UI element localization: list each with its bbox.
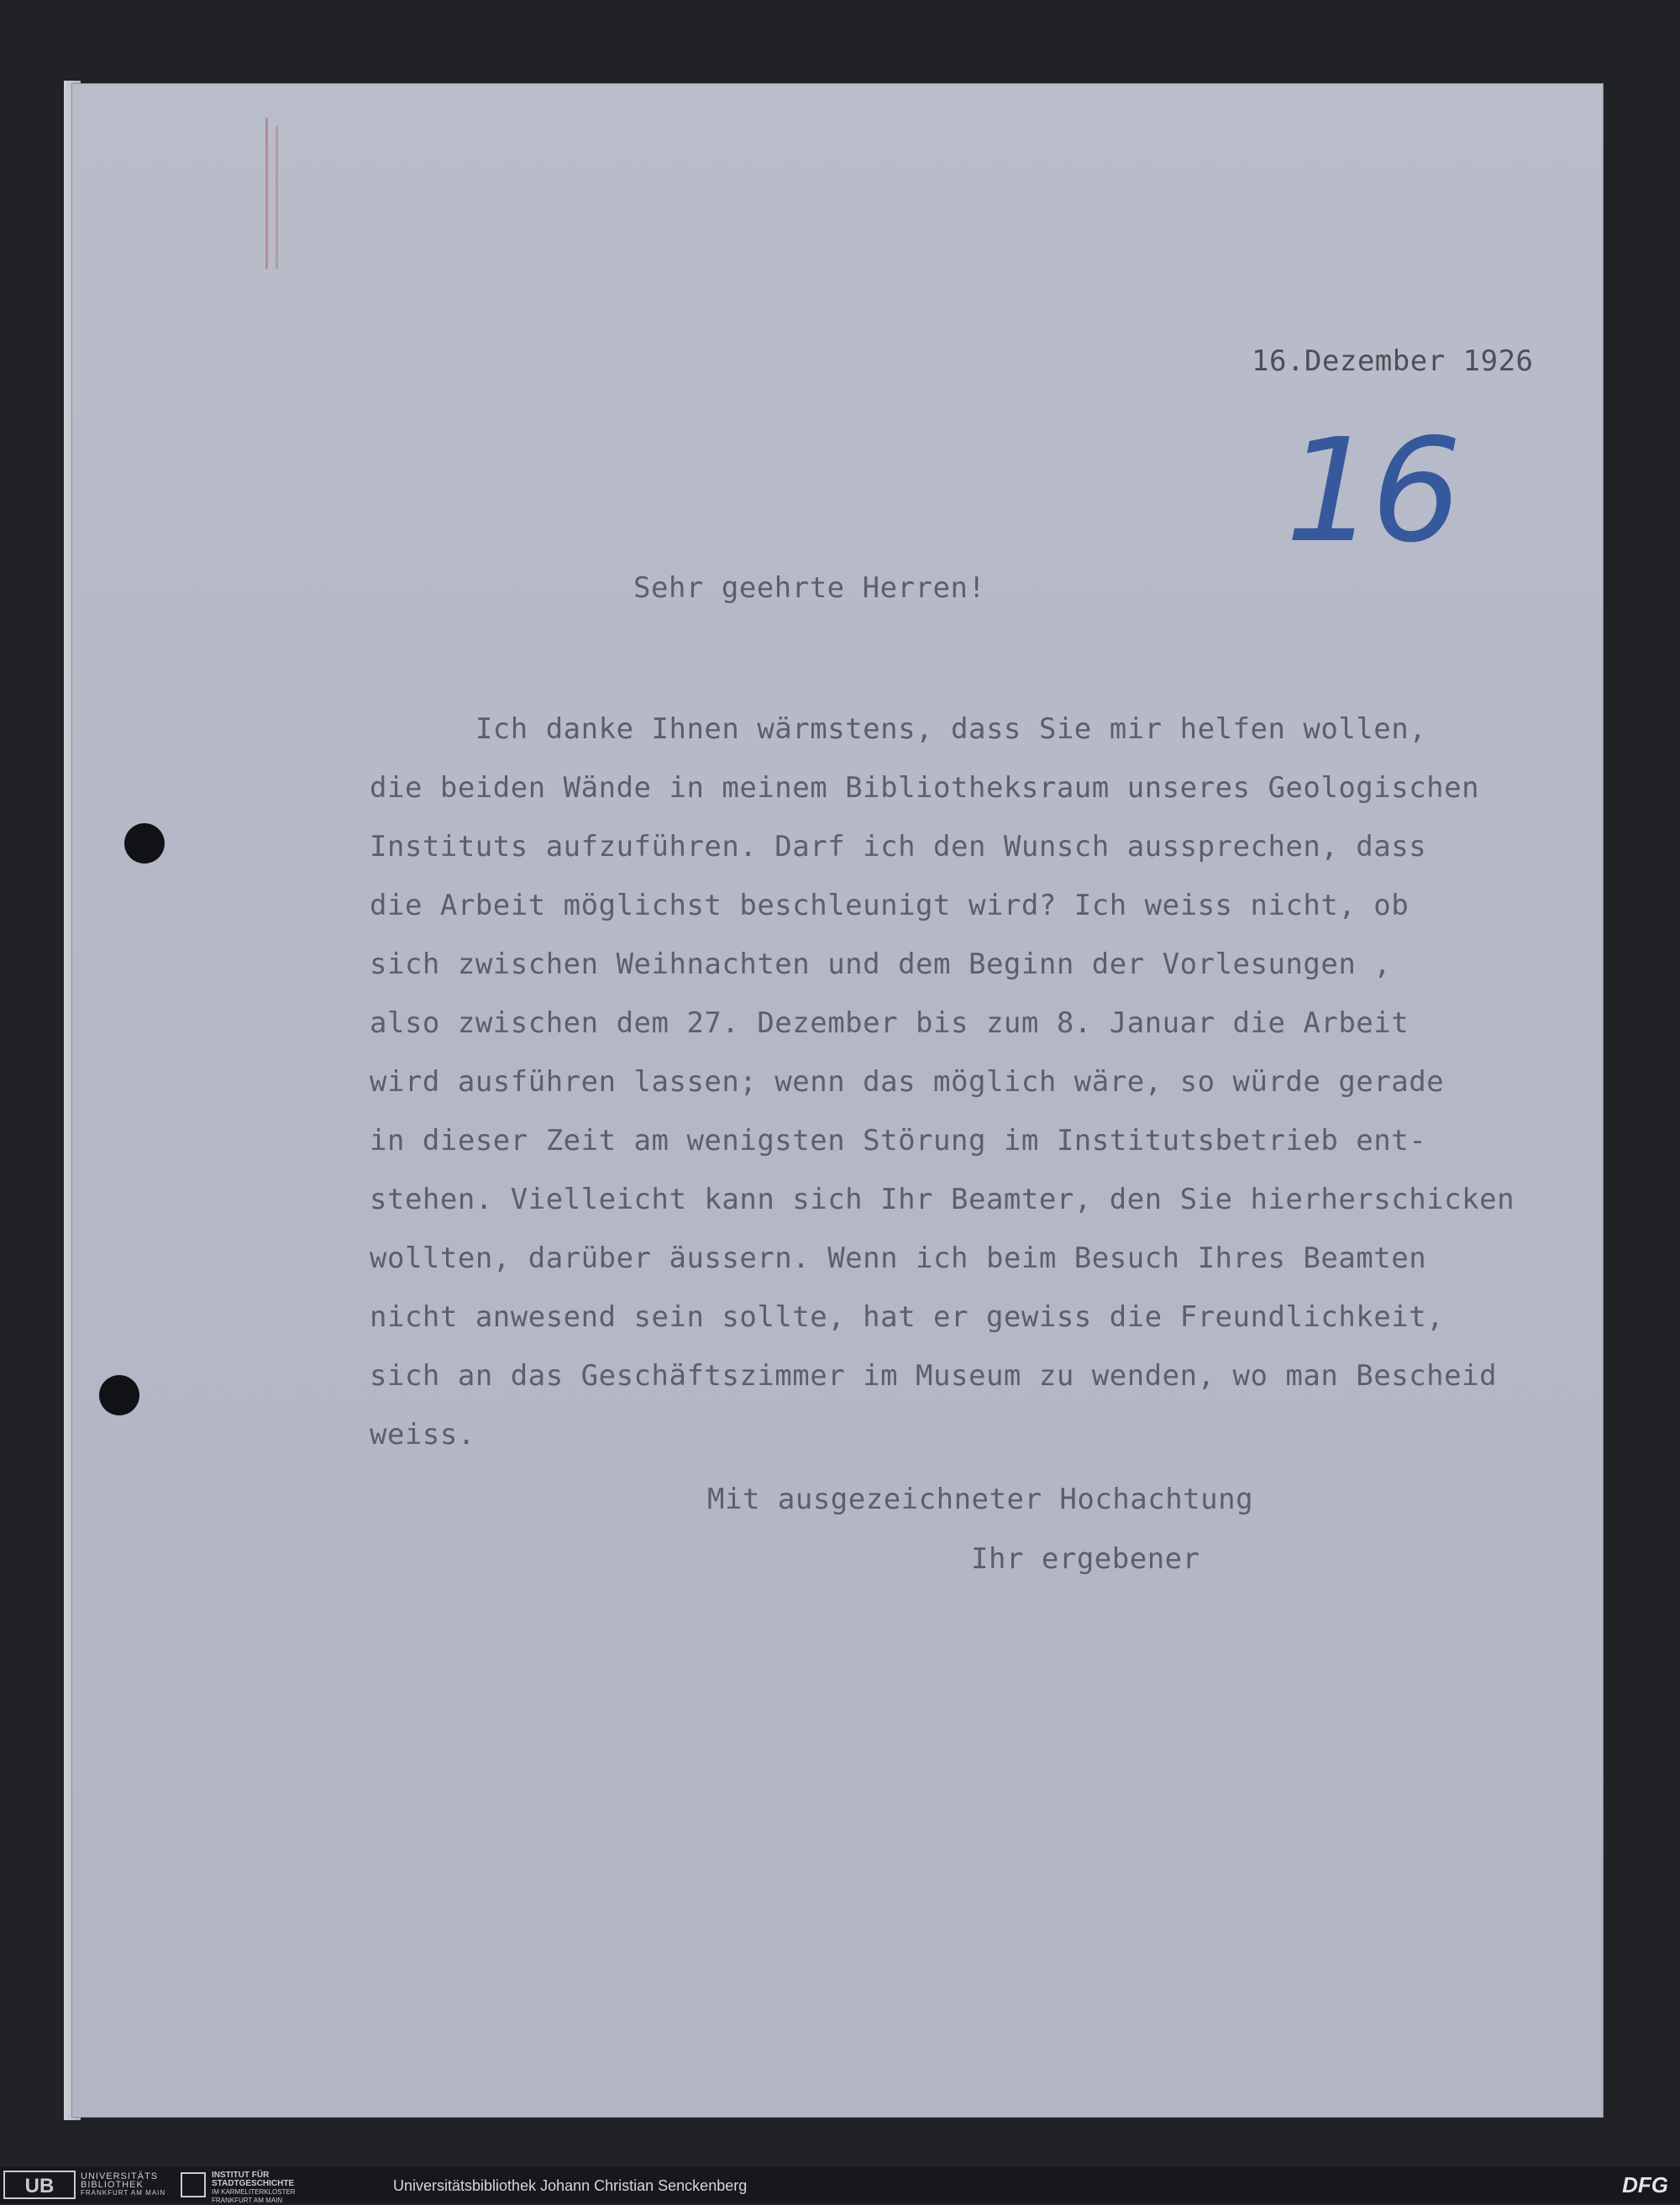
signoff: Ihr ergebener [971,1542,1200,1576]
institute-name-line: INSTITUT FÜR [212,2171,270,2180]
letter-date: 16.Dezember 1926 [1252,344,1534,378]
body-line: in dieser Zeit am wenigsten Störung im Institutsbetrieb ent- [370,1124,1427,1158]
ub-name [81,2172,165,2197]
punch-hole [124,823,165,864]
ub-logo: UB [3,2171,76,2199]
body-line: sich zwischen Weihnachten und dem Beginn der Vorlesungen , [370,948,1392,981]
ub-name-line: UNIVERSITÄTS [81,2171,159,2181]
footer-bar [0,2167,1680,2203]
body-line: die beiden Wände in meinem Bibliotheksraum unseres Geologischen [370,771,1480,805]
body-line: wollten, darüber äussern. Wenn ich beim Besuch Ihres Beamten [370,1242,1427,1275]
institute-logo-icon [181,2172,206,2197]
institute-name [212,2171,296,2205]
body-line: stehen. Vielleicht kann sich Ihr Beamter, den Sie hierherschicken [370,1183,1515,1216]
ub-name-line: FRANKFURT AM MAIN [81,2189,166,2197]
folio-number: 16 [1285,408,1457,575]
punch-hole [99,1375,139,1415]
library-name: Universitätsbibliothek Johann Christian Senckenberg [393,2177,748,2194]
body-line: weiss. [370,1418,475,1452]
body-line: wird ausführen lassen; wenn das möglich wäre, so würde gerade [370,1065,1445,1099]
closing-phrase: Mit ausgezeichneter Hochachtung [707,1483,1254,1516]
letter-sheet [72,84,1603,2117]
body-line: Instituts aufzuführen. Darf ich den Wunsch aussprechen, dass [370,830,1427,864]
dfg-logo: DFG [1622,2172,1668,2197]
body-line: sich an das Geschäftszimmer im Museum zu wenden, wo man Bescheid [370,1359,1498,1393]
institute-name-line: FRANKFURT AM MAIN [212,2197,283,2204]
salutation: Sehr geehrte Herren! [633,571,986,605]
body-line: die Arbeit möglichst beschleunigt wird? Ich weiss nicht, ob [370,889,1410,922]
institute-name-line: IM KARMELITERKLOSTER [212,2188,296,2196]
pencil-mark [276,126,278,269]
pencil-mark [265,118,268,269]
body-line: nicht anwesend sein sollte, hat er gewiss die Freundlichkeit, [370,1300,1445,1334]
ub-name-line: BIBLIOTHEK [81,2180,144,2190]
institute-name-line: STADTGESCHICHTE [212,2179,295,2188]
body-line: Ich danke Ihnen wärmstens, dass Sie mir helfen wollen, [370,712,1427,746]
body-line: also zwischen dem 27. Dezember bis zum 8. Januar die Arbeit [370,1006,1410,1040]
